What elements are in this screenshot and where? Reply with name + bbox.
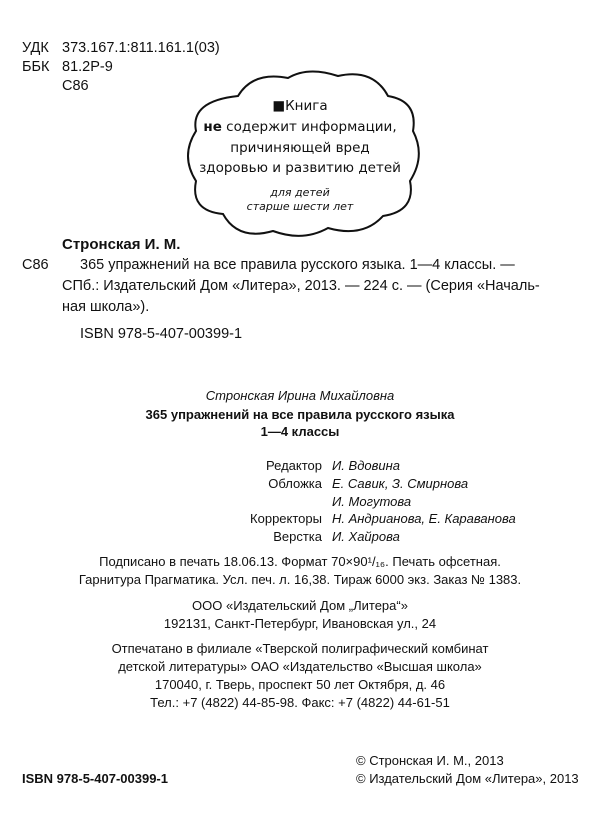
author-code: С86 xyxy=(62,78,89,94)
imprint-line: Гарнитура Прагматика. Усл. печ. л. 16,38. Тираж 6000 экз. Заказ № 1383. xyxy=(78,572,522,587)
bib-line3: ная школа»). xyxy=(62,299,150,315)
credit-value: И. Вдовина xyxy=(332,458,401,473)
bib-line2: СПб.: Издательский Дом «Литера», 2013. — 224 с. — (Серия «Началь- xyxy=(62,278,540,294)
age-line2: старше шести лет xyxy=(246,200,354,213)
warning-line4: здоровью и развитию детей xyxy=(199,160,401,176)
bbk-value: 81.2Р-9 xyxy=(62,59,113,75)
credit-value: И. Хайрова xyxy=(332,529,400,544)
author-full: Стронская Ирина Михайловна xyxy=(205,388,395,403)
credit-label: Редактор xyxy=(266,458,322,473)
printer-address: 170040, г. Тверь, проспект 50 лет Октября, д. 46 xyxy=(154,677,446,692)
credit-value: Н. Андрианова, Е. Караванова xyxy=(332,511,516,526)
credit-label: Обложка xyxy=(268,476,322,491)
credit-value: И. Могутова xyxy=(332,494,412,509)
udk-value: 373.167.1:811.161.1(03) xyxy=(62,40,220,56)
footer-isbn: ISBN 978-5-407-00399-1 xyxy=(22,771,168,786)
copyright-author: © Стронская И. М., 2013 xyxy=(356,753,504,768)
bib-author: Стронская И. М. xyxy=(62,236,181,253)
book-title: 365 упражнений на все правила русского языка xyxy=(145,407,455,422)
book-grades: 1—4 классы xyxy=(260,424,340,439)
publisher-address: 192131, Санкт-Петербург, Ивановская ул., 24 xyxy=(163,616,437,631)
publisher-name: ООО «Издательский Дом „Литера“» xyxy=(192,598,408,613)
warning-line1: ■Книга xyxy=(272,98,328,114)
warning-line2: не содержит информации, xyxy=(203,119,397,135)
credit-label: Верстка xyxy=(273,529,322,544)
copyright-publisher: © Издательский Дом «Литера», 2013 xyxy=(356,771,579,786)
warning-line3: причиняющей вред xyxy=(230,140,370,156)
printer-phone: Тел.: +7 (4822) 44-85-98. Факс: +7 (4822) 44-61-51 xyxy=(150,695,450,710)
bib-line1: 365 упражнений на все правила русского языка. 1—4 классы. — xyxy=(80,257,515,273)
credit-value: Е. Савик, З. Смирнова xyxy=(332,476,469,491)
cloud-shape-icon xyxy=(178,66,428,246)
credit-label: Корректоры xyxy=(250,511,322,526)
bib-isbn: ISBN 978-5-407-00399-1 xyxy=(80,326,243,342)
bbk-label: ББК xyxy=(22,59,50,75)
printer-line: Отпечатано в филиале «Тверской полиграфический комбинат xyxy=(111,641,489,656)
printer-line: детской литературы» ОАО «Издательство «Высшая школа» xyxy=(118,659,482,674)
imprint-line: Подписано в печать 18.06.13. Формат 70×90¹/₁₆. Печать офсетная. xyxy=(99,554,501,569)
udk-label: УДК xyxy=(22,40,49,56)
age-line1: для детей xyxy=(270,186,330,199)
bib-code: С86 xyxy=(22,257,49,273)
